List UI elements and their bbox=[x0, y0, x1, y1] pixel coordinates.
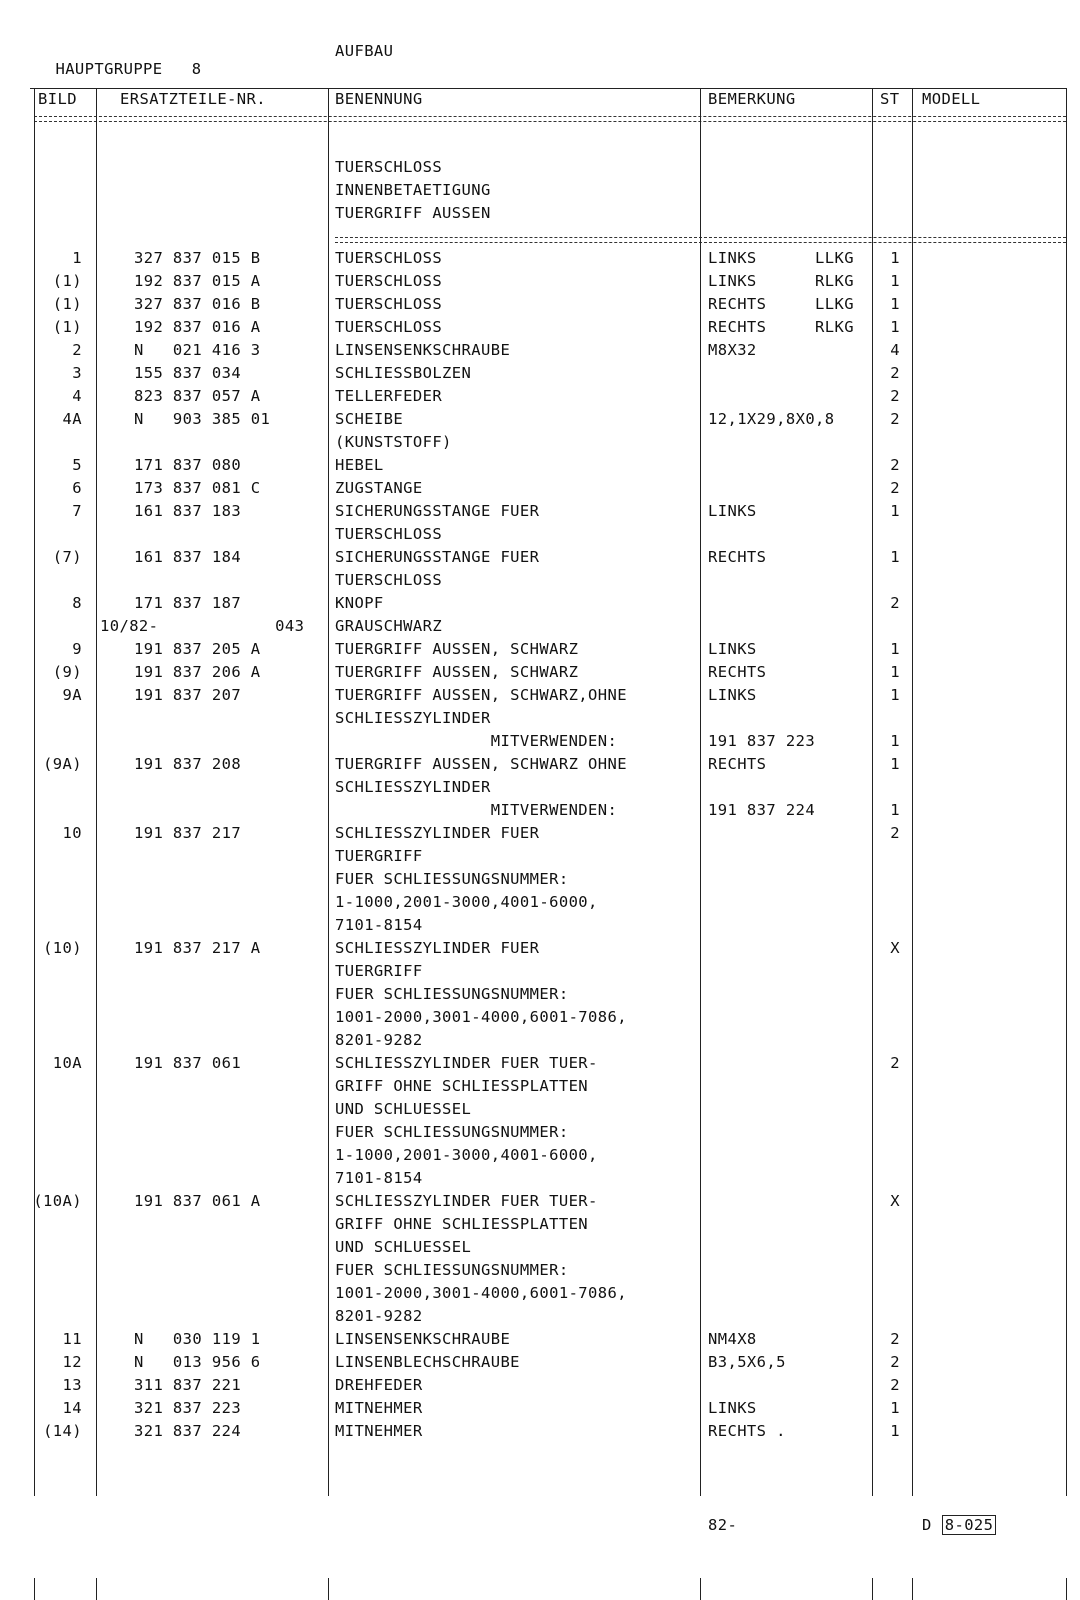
cell-bild: 11 bbox=[62, 1330, 82, 1348]
cell-stueck: 2 bbox=[890, 479, 900, 497]
header-top-rule bbox=[30, 88, 1066, 89]
col-header-modell: MODELL bbox=[922, 90, 981, 108]
table-row bbox=[0, 594, 1080, 617]
cell-bemerkung: LINKS RLKG bbox=[708, 272, 854, 290]
cell-benennung: LINSENSENKSCHRAUBE bbox=[335, 341, 511, 359]
cell-benennung: FUER SCHLIESSUNGSNUMMER: bbox=[335, 1123, 569, 1141]
cell-stueck: 1 bbox=[890, 732, 900, 750]
table-row bbox=[0, 295, 1080, 318]
trim-mark bbox=[34, 1578, 35, 1600]
table-row bbox=[0, 433, 1080, 456]
cell-stueck: 2 bbox=[890, 824, 900, 842]
cell-benennung: HEBEL bbox=[335, 456, 384, 474]
cell-stueck: 2 bbox=[890, 1353, 900, 1371]
cell-bild: 7 bbox=[72, 502, 82, 520]
col-header-bild: BILD bbox=[38, 90, 77, 108]
cell-stueck: 1 bbox=[890, 548, 900, 566]
page-number-box: 8-025 bbox=[942, 1515, 997, 1535]
table-row bbox=[0, 1077, 1080, 1100]
cell-benennung: 1-1000,2001-3000,4001-6000, bbox=[335, 893, 598, 911]
cell-bild: 10A bbox=[52, 1054, 82, 1072]
table-row bbox=[0, 709, 1080, 732]
cell-part-number: 161 837 184 bbox=[134, 548, 242, 566]
cell-benennung: SCHLIESSZYLINDER FUER TUER- bbox=[335, 1192, 598, 1210]
cell-benennung: SCHLIESSZYLINDER FUER bbox=[335, 939, 540, 957]
table-row bbox=[0, 341, 1080, 364]
cell-part-number: 161 837 183 bbox=[134, 502, 242, 520]
cell-part-number: 155 837 034 bbox=[134, 364, 242, 382]
cell-benennung: SICHERUNGSSTANGE FUER bbox=[335, 548, 540, 566]
table-row bbox=[0, 571, 1080, 594]
table-row bbox=[0, 502, 1080, 525]
table-row bbox=[0, 1215, 1080, 1238]
cell-benennung: DREHFEDER bbox=[335, 1376, 423, 1394]
table-row bbox=[0, 801, 1080, 824]
section-heading-3: TUERGRIFF AUSSEN bbox=[335, 204, 491, 222]
cell-bild: (9) bbox=[52, 663, 82, 681]
cell-bemerkung: RECHTS . bbox=[708, 1422, 786, 1440]
table-row bbox=[0, 456, 1080, 479]
cell-benennung: MITVERWENDEN: bbox=[335, 732, 618, 750]
footer-lang: D bbox=[922, 1516, 932, 1534]
cell-bild: (10A) bbox=[33, 1192, 82, 1210]
cell-bild: (1) bbox=[52, 272, 82, 290]
table-row bbox=[0, 640, 1080, 663]
cell-bild: (1) bbox=[52, 295, 82, 313]
table-row bbox=[0, 778, 1080, 801]
cell-benennung: MITNEHMER bbox=[335, 1422, 423, 1440]
cell-bemerkung: RECHTS bbox=[708, 548, 767, 566]
cell-bild: 10 bbox=[62, 824, 82, 842]
cell-benennung: SCHLIESSBOLZEN bbox=[335, 364, 472, 382]
cell-bild: (1) bbox=[52, 318, 82, 336]
cell-benennung: GRIFF OHNE SCHLIESSPLATTEN bbox=[335, 1215, 589, 1233]
cell-bild: 3 bbox=[72, 364, 82, 382]
cell-bild: (10) bbox=[43, 939, 82, 957]
table-row bbox=[0, 1399, 1080, 1422]
cell-benennung: SCHLIESSZYLINDER bbox=[335, 709, 491, 727]
table-row bbox=[0, 686, 1080, 709]
col-header-benennung: BENENNUNG bbox=[335, 90, 423, 108]
cell-part-number: 311 837 221 bbox=[134, 1376, 242, 1394]
table-row bbox=[0, 1100, 1080, 1123]
table-row bbox=[0, 364, 1080, 387]
table-row bbox=[0, 479, 1080, 502]
cell-benennung: UND SCHLUESSEL bbox=[335, 1238, 472, 1256]
cell-stueck: 1 bbox=[890, 1422, 900, 1440]
cell-bemerkung: RECHTS RLKG bbox=[708, 318, 854, 336]
page-number bbox=[922, 1516, 996, 1534]
trim-mark bbox=[96, 1578, 97, 1600]
cell-part-number: 171 837 080 bbox=[134, 456, 242, 474]
trim-mark bbox=[872, 1578, 873, 1600]
table-row bbox=[0, 916, 1080, 939]
cell-bild: 9 bbox=[72, 640, 82, 658]
col-header-nr: ERSATZTEILE-NR. bbox=[120, 90, 266, 108]
cell-benennung: FUER SCHLIESSUNGSNUMMER: bbox=[335, 870, 569, 888]
cell-bemerkung: RECHTS LLKG bbox=[708, 295, 854, 313]
cell-stueck: 1 bbox=[890, 502, 900, 520]
cell-stueck: 2 bbox=[890, 456, 900, 474]
cell-benennung: TUERSCHLOSS bbox=[335, 272, 443, 290]
cell-benennung: SICHERUNGSSTANGE FUER bbox=[335, 502, 540, 520]
cell-bemerkung: LINKS LLKG bbox=[708, 249, 854, 267]
cell-bild: 8 bbox=[72, 594, 82, 612]
cell-part-number: 191 837 205 A bbox=[134, 640, 261, 658]
table-row bbox=[0, 870, 1080, 893]
cell-benennung: SCHLIESSZYLINDER FUER TUER- bbox=[335, 1054, 598, 1072]
cell-stueck: 2 bbox=[890, 1376, 900, 1394]
cell-benennung: TUERGRIFF AUSSEN, SCHWARZ OHNE bbox=[335, 755, 627, 773]
table-row bbox=[0, 1353, 1080, 1376]
cell-benennung: 1001-2000,3001-4000,6001-7086, bbox=[335, 1284, 627, 1302]
cell-benennung: TUERSCHLOSS bbox=[335, 318, 443, 336]
cell-stueck: 1 bbox=[890, 755, 900, 773]
cell-stueck: X bbox=[890, 939, 900, 957]
cell-benennung: LINSENSENKSCHRAUBE bbox=[335, 1330, 511, 1348]
cell-part-number: 10/82- 043 bbox=[100, 617, 305, 635]
cell-bild: 2 bbox=[72, 341, 82, 359]
cell-part-number: 191 837 207 bbox=[134, 686, 242, 704]
cell-bemerkung: LINKS bbox=[708, 1399, 757, 1417]
cell-stueck: 1 bbox=[890, 663, 900, 681]
cell-stueck: 1 bbox=[890, 295, 900, 313]
group-label: HAUPTGRUPPE 8 bbox=[55, 60, 202, 78]
table-row bbox=[0, 525, 1080, 548]
cell-bild: (14) bbox=[43, 1422, 82, 1440]
cell-bild: 1 bbox=[72, 249, 82, 267]
cell-benennung: 1001-2000,3001-4000,6001-7086, bbox=[335, 1008, 627, 1026]
table-row bbox=[0, 272, 1080, 295]
cell-bild: 4A bbox=[62, 410, 82, 428]
cell-bemerkung: LINKS bbox=[708, 686, 757, 704]
table-row bbox=[0, 1422, 1080, 1445]
table-row bbox=[0, 985, 1080, 1008]
cell-benennung: TUERGRIFF bbox=[335, 847, 423, 865]
cell-stueck: 2 bbox=[890, 364, 900, 382]
cell-stueck: 1 bbox=[890, 1399, 900, 1417]
cell-bemerkung: 191 837 223 bbox=[708, 732, 816, 750]
cell-part-number: 192 837 015 A bbox=[134, 272, 261, 290]
cell-part-number: 327 837 016 B bbox=[134, 295, 261, 313]
cell-bild: 9A bbox=[62, 686, 82, 704]
cell-benennung: TUERSCHLOSS bbox=[335, 295, 443, 313]
cell-benennung: (KUNSTSTOFF) bbox=[335, 433, 452, 451]
cell-benennung: TELLERFEDER bbox=[335, 387, 443, 405]
cell-benennung: TUERSCHLOSS bbox=[335, 571, 443, 589]
cell-bemerkung: M8X32 bbox=[708, 341, 757, 359]
table-row bbox=[0, 1146, 1080, 1169]
cell-benennung: FUER SCHLIESSUNGSNUMMER: bbox=[335, 1261, 569, 1279]
cell-bild: 13 bbox=[62, 1376, 82, 1394]
cell-part-number: 327 837 015 B bbox=[134, 249, 261, 267]
cell-benennung: KNOPF bbox=[335, 594, 384, 612]
cell-part-number: 171 837 187 bbox=[134, 594, 242, 612]
cell-benennung: 7101-8154 bbox=[335, 1169, 423, 1187]
cell-part-number: 321 837 223 bbox=[134, 1399, 242, 1417]
cell-benennung: SCHLIESSZYLINDER FUER bbox=[335, 824, 540, 842]
cell-benennung: TUERGRIFF AUSSEN, SCHWARZ bbox=[335, 663, 579, 681]
table-row bbox=[0, 755, 1080, 778]
table-row bbox=[0, 893, 1080, 916]
cell-stueck: 4 bbox=[890, 341, 900, 359]
table-row bbox=[0, 1169, 1080, 1192]
cell-part-number: 191 837 061 bbox=[134, 1054, 242, 1072]
cell-part-number: N 903 385 01 bbox=[134, 410, 271, 428]
section-heading-2: INNENBETAETIGUNG bbox=[335, 181, 491, 199]
table-row bbox=[0, 1330, 1080, 1353]
cell-stueck: 1 bbox=[890, 272, 900, 290]
table-row bbox=[0, 1261, 1080, 1284]
cell-benennung: GRAUSCHWARZ bbox=[335, 617, 443, 635]
cell-bild: 5 bbox=[72, 456, 82, 474]
table-row bbox=[0, 1123, 1080, 1146]
table-row bbox=[0, 1238, 1080, 1261]
cell-benennung: SCHEIBE bbox=[335, 410, 404, 428]
cell-benennung: TUERSCHLOSS bbox=[335, 525, 443, 543]
cell-bemerkung: 191 837 224 bbox=[708, 801, 816, 819]
cell-stueck: 1 bbox=[890, 640, 900, 658]
cell-stueck: 2 bbox=[890, 387, 900, 405]
cell-part-number: 173 837 081 C bbox=[134, 479, 261, 497]
footer-date: 82- bbox=[708, 1516, 738, 1534]
cell-benennung: 7101-8154 bbox=[335, 916, 423, 934]
table-row bbox=[0, 939, 1080, 962]
cell-stueck: 2 bbox=[890, 594, 900, 612]
trim-mark bbox=[912, 1578, 913, 1600]
cell-benennung: TUERGRIFF AUSSEN, SCHWARZ,OHNE bbox=[335, 686, 627, 704]
table-row bbox=[0, 318, 1080, 341]
table-row bbox=[0, 548, 1080, 571]
cell-stueck: 2 bbox=[890, 410, 900, 428]
cell-bild: (7) bbox=[52, 548, 82, 566]
table-row bbox=[0, 847, 1080, 870]
table-row bbox=[0, 249, 1080, 272]
cell-bemerkung: RECHTS bbox=[708, 755, 767, 773]
trim-mark bbox=[700, 1578, 701, 1600]
cell-part-number: 191 837 061 A bbox=[134, 1192, 261, 1210]
cell-bemerkung: 12,1X29,8X0,8 bbox=[708, 410, 835, 428]
cell-part-number: N 030 119 1 bbox=[134, 1330, 261, 1348]
section-heading-1: TUERSCHLOSS bbox=[335, 158, 443, 176]
table-row bbox=[0, 663, 1080, 686]
table-row bbox=[0, 387, 1080, 410]
cell-stueck: 2 bbox=[890, 1330, 900, 1348]
cell-bild: 6 bbox=[72, 479, 82, 497]
cell-benennung: GRIFF OHNE SCHLIESSPLATTEN bbox=[335, 1077, 589, 1095]
table-row bbox=[0, 1031, 1080, 1054]
table-row bbox=[0, 962, 1080, 985]
cell-bild: 12 bbox=[62, 1353, 82, 1371]
table-row bbox=[0, 1284, 1080, 1307]
table-row bbox=[0, 1192, 1080, 1215]
cell-benennung: 8201-9282 bbox=[335, 1307, 423, 1325]
trim-mark bbox=[328, 1578, 329, 1600]
cell-stueck: 1 bbox=[890, 318, 900, 336]
cell-benennung: ZUGSTANGE bbox=[335, 479, 423, 497]
table-row bbox=[0, 1008, 1080, 1031]
cell-bemerkung: RECHTS bbox=[708, 663, 767, 681]
table-row bbox=[0, 617, 1080, 640]
cell-part-number: 321 837 224 bbox=[134, 1422, 242, 1440]
cell-benennung: LINSENBLECHSCHRAUBE bbox=[335, 1353, 520, 1371]
table-row bbox=[0, 824, 1080, 847]
cell-bemerkung: LINKS bbox=[708, 502, 757, 520]
cell-benennung: MITNEHMER bbox=[335, 1399, 423, 1417]
trim-mark bbox=[1066, 1578, 1067, 1600]
table-row bbox=[0, 410, 1080, 433]
cell-part-number: 191 837 217 bbox=[134, 824, 242, 842]
cell-bemerkung: B3,5X6,5 bbox=[708, 1353, 786, 1371]
table-row bbox=[0, 732, 1080, 755]
cell-bemerkung: NM4X8 bbox=[708, 1330, 757, 1348]
section-title: AUFBAU bbox=[335, 42, 394, 60]
cell-stueck: 2 bbox=[890, 1054, 900, 1072]
cell-part-number: 191 837 217 A bbox=[134, 939, 261, 957]
cell-benennung: TUERSCHLOSS bbox=[335, 249, 443, 267]
cell-part-number: N 013 956 6 bbox=[134, 1353, 261, 1371]
cell-bild: 14 bbox=[62, 1399, 82, 1417]
table-row bbox=[0, 1376, 1080, 1399]
table-row bbox=[0, 1054, 1080, 1077]
cell-benennung: UND SCHLUESSEL bbox=[335, 1100, 472, 1118]
cell-benennung: TUERGRIFF AUSSEN, SCHWARZ bbox=[335, 640, 579, 658]
cell-stueck: X bbox=[890, 1192, 900, 1210]
cell-part-number: 192 837 016 A bbox=[134, 318, 261, 336]
cell-stueck: 1 bbox=[890, 249, 900, 267]
cell-part-number: N 021 416 3 bbox=[134, 341, 261, 359]
cell-benennung: TUERGRIFF bbox=[335, 962, 423, 980]
cell-benennung: 8201-9282 bbox=[335, 1031, 423, 1049]
cell-benennung: FUER SCHLIESSUNGSNUMMER: bbox=[335, 985, 569, 1003]
table-row bbox=[0, 1307, 1080, 1330]
cell-bild: 4 bbox=[72, 387, 82, 405]
cell-benennung: SCHLIESSZYLINDER bbox=[335, 778, 491, 796]
cell-part-number: 823 837 057 A bbox=[134, 387, 261, 405]
cell-benennung: MITVERWENDEN: bbox=[335, 801, 618, 819]
cell-part-number: 191 837 208 bbox=[134, 755, 242, 773]
cell-part-number: 191 837 206 A bbox=[134, 663, 261, 681]
cell-bild: (9A) bbox=[43, 755, 82, 773]
col-header-st: ST bbox=[880, 90, 900, 108]
cell-stueck: 1 bbox=[890, 801, 900, 819]
cell-stueck: 1 bbox=[890, 686, 900, 704]
col-header-bemerkung: BEMERKUNG bbox=[708, 90, 796, 108]
cell-bemerkung: LINKS bbox=[708, 640, 757, 658]
cell-benennung: 1-1000,2001-3000,4001-6000, bbox=[335, 1146, 598, 1164]
